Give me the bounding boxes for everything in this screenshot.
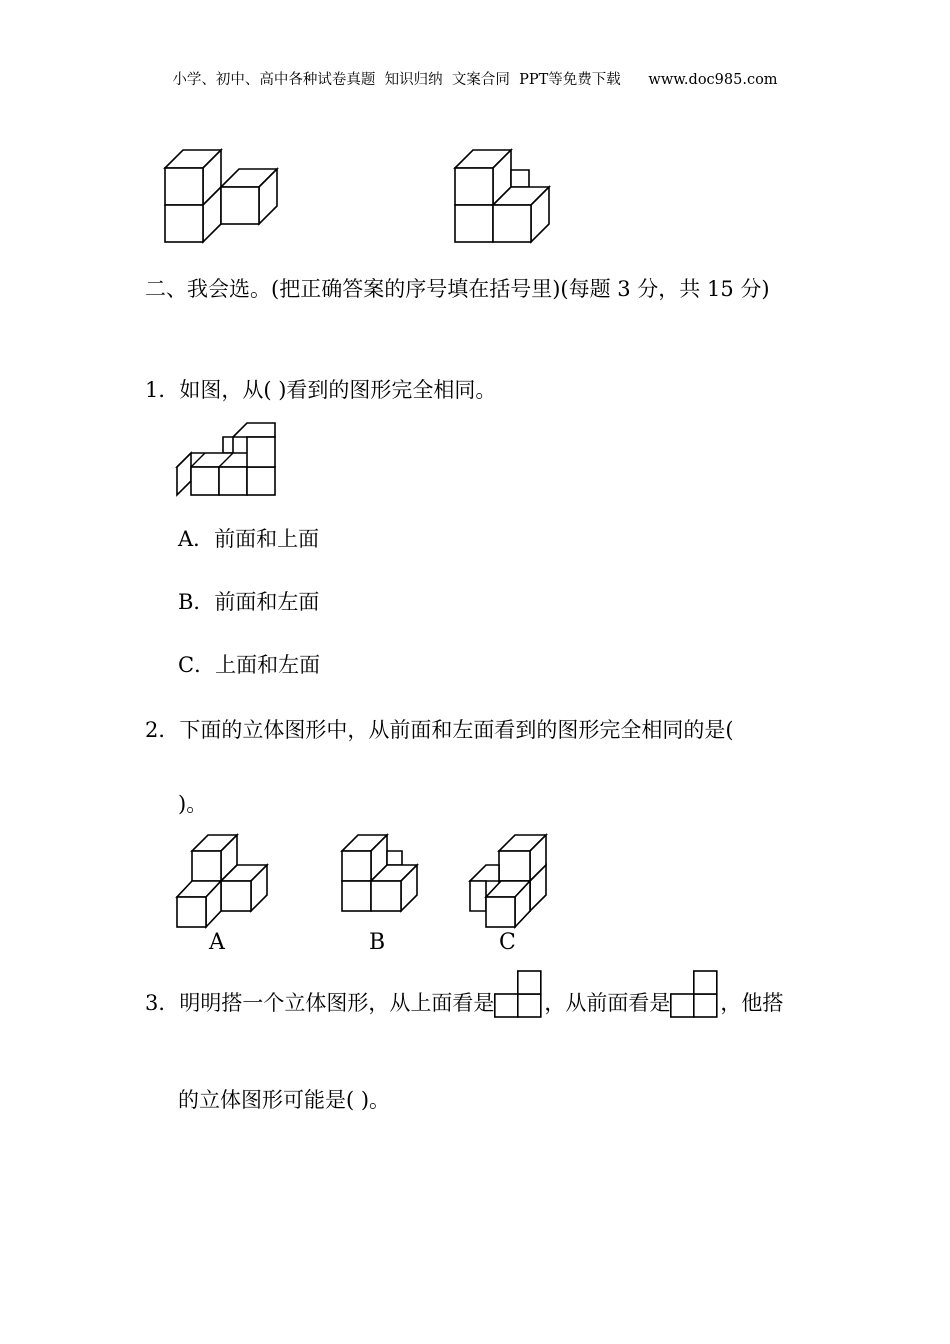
q1-option-c: C．上面和左面 (178, 653, 321, 677)
q2-stem-end: )。 (178, 792, 208, 816)
q1-option-a: A．前面和上面 (178, 527, 320, 551)
q1-option-b: B．前面和左面 (178, 590, 320, 614)
front-view-icon (670, 970, 720, 1018)
q1-stem: 1．如图，从( )看到的图形完全相同。 (145, 378, 497, 402)
cube (486, 881, 530, 927)
q2-label-c: C (499, 930, 516, 955)
section-title: 二、我会选。(把正确答案的序号填在括号里)(每题 3 分，共 15 分) (145, 277, 770, 301)
page-header: 小学、初中、高中各种试卷真题 知识归纳 文案合同 PPT等免费下载 www.doc985.com (172, 72, 778, 88)
q3-text-2: ，从前面看是 (544, 991, 671, 1015)
q2-stem: 2．下面的立体图形中，从前面和左面看到的图形完全相同的是( (145, 718, 734, 742)
q3-text-1: 3．明明搭一个立体图形，从上面看是 (145, 991, 495, 1015)
q2-figure-a (177, 835, 272, 930)
q2-label-b: B (369, 930, 386, 955)
q1-cube-figure (177, 423, 282, 498)
q2-label-a: A (209, 930, 225, 955)
q3-stem-line2: 的立体图形可能是( )。 (178, 1088, 391, 1112)
cube (221, 169, 277, 224)
q2-figure-c (470, 835, 550, 930)
q3-text-3: ，他搭 (720, 991, 784, 1015)
top-view-icon (494, 970, 544, 1018)
q2-figure-b (342, 835, 422, 915)
cube-stack-figure-1 (165, 150, 280, 245)
cube-stack-figure-2 (455, 150, 555, 245)
q3-stem (145, 970, 783, 1018)
cube (177, 881, 221, 927)
